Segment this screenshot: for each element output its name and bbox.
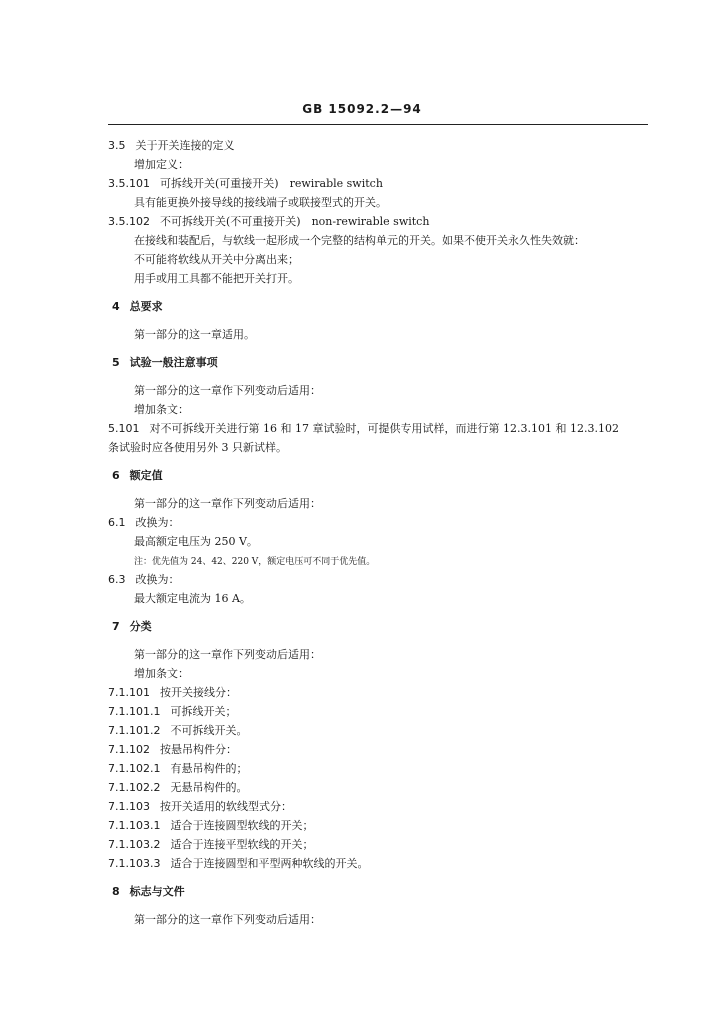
clause-7-1-103-1: 7.1.103.1 适合于连接圆型软线的开关； (108, 819, 314, 832)
clause-5-101: 5.101 对不可拆线开关进行第 16 和 17 章试验时，可提供专用试样，而进行第 12.3.101 和 12.3.102 (108, 422, 619, 435)
note-line: 注：优先值为 24、42、220 V，额定电压可不同于优先值。 (134, 557, 376, 567)
para-line: 不可能将软线从开关中分离出来； (134, 253, 299, 266)
section-8-heading: 8 标志与文件 (112, 885, 185, 898)
clause-7-1-101-1: 7.1.101.1 可拆线开关； (108, 705, 237, 718)
section-6-heading: 6 额定值 (112, 469, 163, 482)
para-line: 第一部分的这一章适用。 (134, 328, 255, 341)
para-line: 第一部分的这一章作下列变动后适用： (134, 384, 321, 397)
standard-header: GB 15092.2—94 (302, 102, 422, 116)
para-line: 具有能更换外接导线的接线端子或联接型式的开关。 (134, 196, 387, 209)
clause-7-1-102-1: 7.1.102.1 有悬吊构件的； (108, 762, 248, 775)
clause-7-1-103-2: 7.1.103.2 适合于连接平型软线的开关； (108, 838, 314, 851)
clause-6-3: 6.3 改换为： (108, 573, 180, 586)
section-7-heading: 7 分类 (112, 620, 152, 633)
para-line: 第一部分的这一章作下列变动后适用： (134, 497, 321, 510)
para-line: 最大额定电流为 16 A。 (134, 592, 251, 605)
clause-3-5-102: 3.5.102 不可拆线开关(不可重接开关) non-rewirable switch (108, 215, 430, 228)
para-line: 第一部分的这一章作下列变动后适用： (134, 648, 321, 661)
clause-7-1-103: 7.1.103 按开关适用的软线型式分： (108, 800, 292, 813)
section-4-heading: 4 总要求 (112, 300, 163, 313)
clause-7-1-102: 7.1.102 按悬吊构件分： (108, 743, 237, 756)
para-line: 增加定义： (134, 158, 189, 171)
clause-7-1-101-2: 7.1.101.2 不可拆线开关。 (108, 724, 248, 737)
para-line: 在接线和装配后，与软线一起形成一个完整的结构单元的开关。如果不使开关永久性失效就： (134, 234, 585, 247)
para-line: 用手或用工具都不能把开关打开。 (134, 272, 299, 285)
para-line: 第一部分的这一章作下列变动后适用： (134, 913, 321, 926)
clause-7-1-103-3: 7.1.103.3 适合于连接圆型和平型两种软线的开关。 (108, 857, 369, 870)
clause-7-1-101: 7.1.101 按开关接线分： (108, 686, 237, 699)
section-5-heading: 5 试验一般注意事项 (112, 356, 218, 369)
clause-3-5: 3.5 关于开关连接的定义 (108, 139, 235, 152)
clause-6-1: 6.1 改换为： (108, 516, 180, 529)
para-line: 最高额定电压为 250 V。 (134, 535, 258, 548)
para-line: 增加条文： (134, 667, 189, 680)
para-line: 增加条文： (134, 403, 189, 416)
clause-7-1-102-2: 7.1.102.2 无悬吊构件的。 (108, 781, 248, 794)
clause-3-5-101: 3.5.101 可拆线开关(可重接开关) rewirable switch (108, 177, 383, 190)
header-rule (108, 124, 648, 125)
para-line: 条试验时应各使用另外 3 只新试样。 (108, 441, 287, 454)
